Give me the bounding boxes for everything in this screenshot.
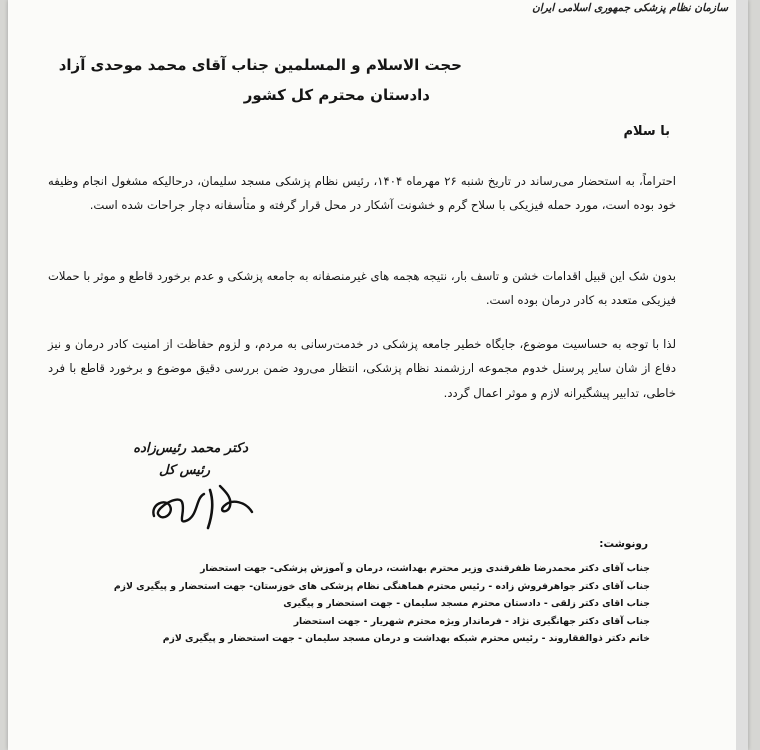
cc-recipient: خانم دکتر ذوالفقاروند - رئیس محترم شبکه بهداشت و درمان مسجد سلیمان - جهت استحضار و پیگیری لازم bbox=[162, 633, 650, 644]
cc-recipient: جناب آقای دکتر محمدرضا ظفرقندی وزیر محترم بهداشت، درمان و آموزش پزشکی- جهت استحضار bbox=[200, 563, 650, 574]
cc-title: رونوشت: bbox=[599, 538, 648, 550]
greeting: با سلام bbox=[623, 124, 670, 139]
cc-recipient: جناب اقای دکتر زلقی - دادستان محترم مسجد سلیمان - جهت استحضار و پیگیری bbox=[283, 598, 650, 609]
cc-recipient: جناب آقای دکتر جواهرفروش زاده - رئیس محترم هماهنگی نظام پزشکی های خوزستان- جهت استحضار و پیگیری لازم bbox=[113, 580, 650, 592]
cc-recipient-list bbox=[50, 560, 650, 648]
body-paragraph-2: بدون شک این قبیل اقدامات خشن و تاسف بار، نتیجه هجمه های غیرمنصفانه به جامعه پزشکی و عدم برخورد قاطع و موثر با حملات فیزیکی متعدد به کادر درمان بوده است. bbox=[48, 268, 676, 308]
handwritten-signature bbox=[148, 476, 258, 536]
signatory-title: رئیس کل bbox=[159, 463, 210, 478]
body-paragraph-3: لذا با توجه به حساسیت موضوع، جایگاه خطیر جامعه پزشکی در خدمت‌رسانی به مردم، و لزوم حفاظت از امنیت کادر درمان و نیز دفاع از شان سایر پرسنل خدوم مجموعه ارزشمند نظام پزشکی، انتظار می‌رود ضمن بررسی دقیق موضوع و برخورد قاطع با فرد خاطی، تدابیر پیشگیرانه لازم و موثر اعمال گردد. bbox=[48, 336, 676, 400]
body-paragraph-1: احتراماً، به استحضار می‌رساند در تاریخ شنبه ۲۶ مهرماه ۱۴۰۴، رئیس نظام پزشکی مسجد سلیمان، درحالیکه مشغول انجام وظیفه خود بوده است، مورد حمله فیزیکی با سلاح گرم و خشونت آشکار در محل قرار گرفته و متأسفانه دچار جراحات شده است. bbox=[48, 173, 677, 213]
addressee-title: دادستان محترم کل کشور bbox=[243, 86, 430, 104]
signatory-name: دکتر محمد رئیس‌زاده bbox=[133, 441, 248, 456]
cc-recipient: جناب آقای دکتر جهانگیری نژاد - فرماندار ویژه محترم شهریار - جهت استحضار bbox=[293, 615, 650, 627]
addressee-block bbox=[22, 50, 462, 110]
organization-header: سازمان نظام پزشکی جمهوری اسلامی ایران bbox=[532, 2, 728, 14]
addressee-name: حجت الاسلام و المسلمین جناب آقای محمد موحدی آزاد bbox=[58, 56, 462, 74]
letter-page bbox=[8, 0, 748, 750]
scan-edge bbox=[736, 0, 748, 750]
